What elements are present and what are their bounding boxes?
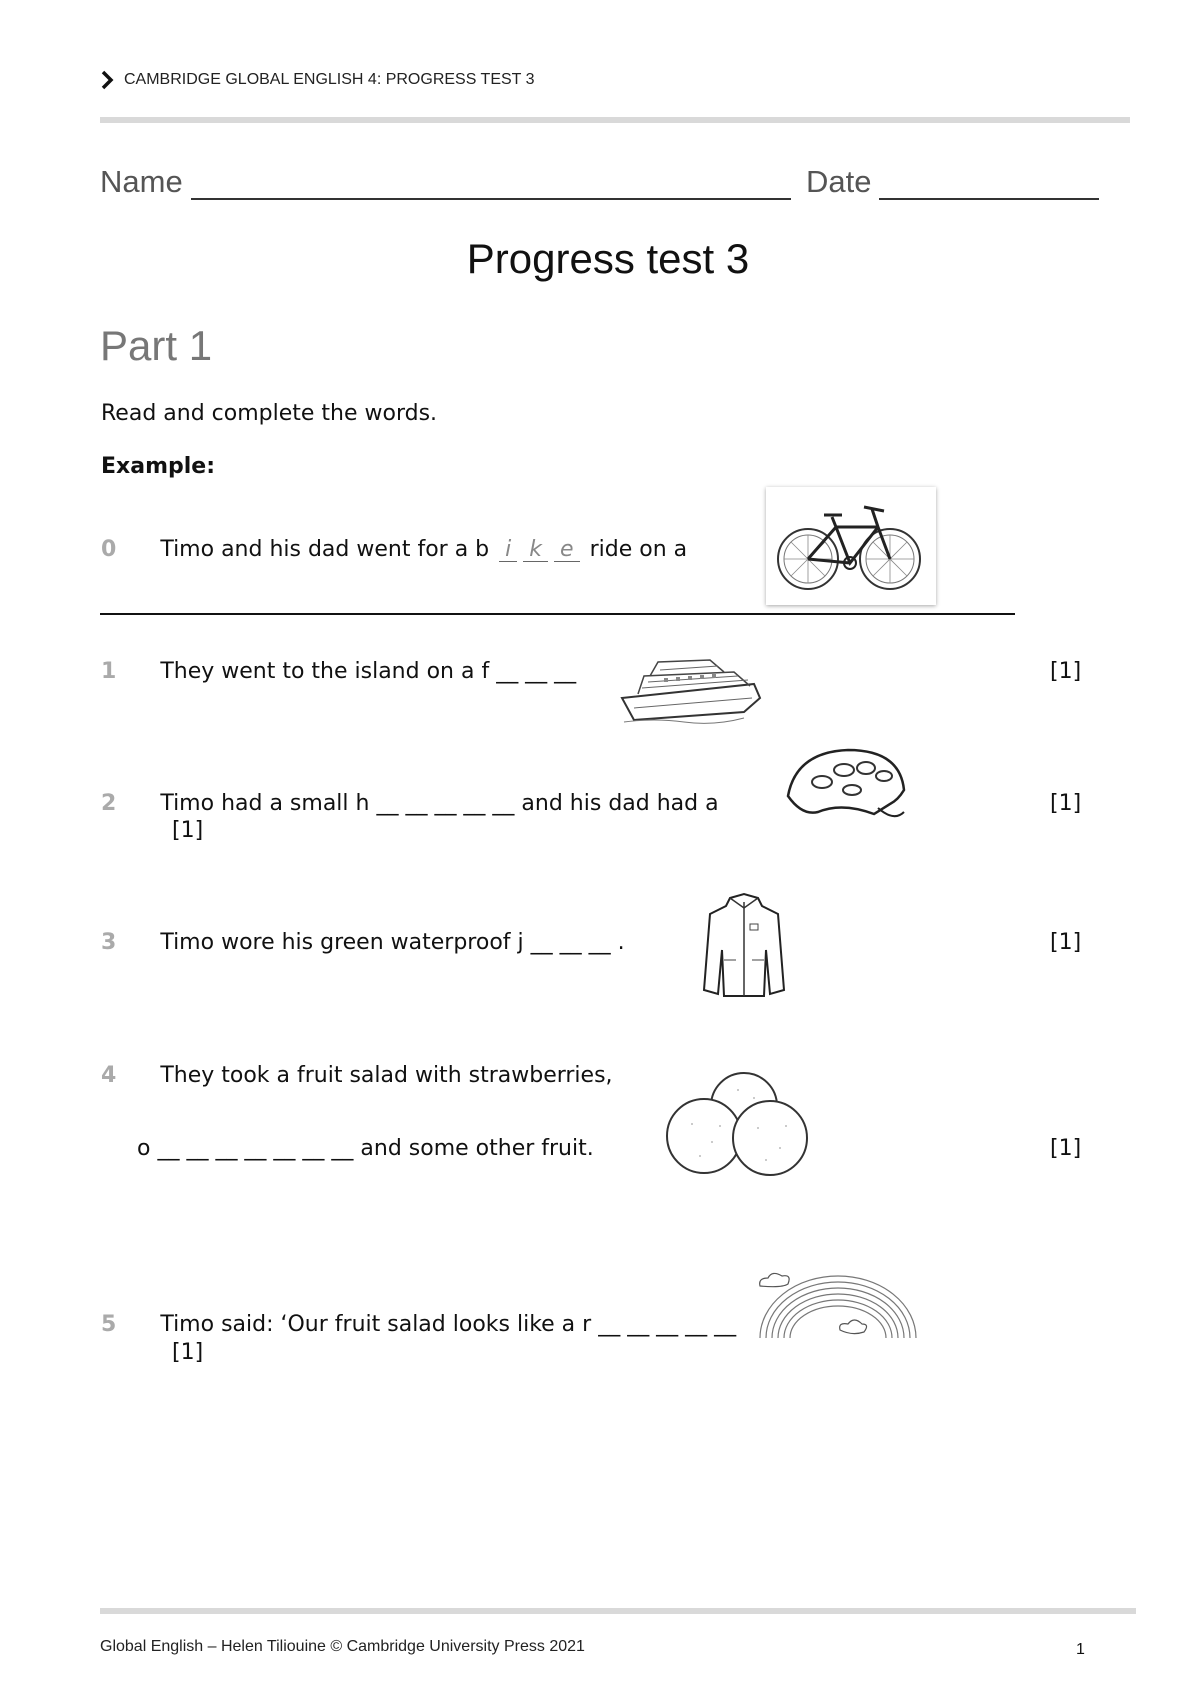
footer-rule bbox=[100, 1608, 1136, 1614]
question-text: They went to the island on a f __ __ __ bbox=[160, 659, 577, 684]
question-text: They took a fruit salad with strawberries, bbox=[160, 1063, 613, 1088]
marks: [1] bbox=[1050, 659, 1082, 684]
name-input-line[interactable] bbox=[191, 172, 791, 200]
page-number: 1 bbox=[1076, 1641, 1085, 1658]
question-text: Timo said: ‘Our fruit salad looks like a r __ __ __ __ __ bbox=[160, 1312, 737, 1337]
date-field bbox=[806, 164, 1099, 200]
marks-overflow: [1] bbox=[172, 818, 204, 843]
example-item bbox=[101, 537, 687, 562]
example-answer: e bbox=[554, 539, 580, 562]
ferry-picture bbox=[614, 648, 764, 732]
example-divider bbox=[100, 613, 1015, 615]
example-text: Timo and his dad went for a b bbox=[160, 537, 490, 562]
header-text: CAMBRIDGE GLOBAL ENGLISH 4: PROGRESS TEST 3 bbox=[124, 71, 535, 88]
question-item bbox=[101, 1312, 736, 1337]
question-item bbox=[101, 791, 719, 816]
question-number: 5 bbox=[101, 1312, 117, 1337]
running-header bbox=[100, 70, 535, 90]
question-item bbox=[101, 1063, 613, 1088]
question-text-continued: o __ __ __ __ __ __ __ and some other fruit. bbox=[137, 1136, 594, 1161]
bicycle-picture bbox=[766, 487, 936, 605]
header-rule bbox=[100, 117, 1130, 123]
question-item bbox=[101, 930, 625, 955]
example-label: Example: bbox=[101, 454, 215, 479]
date-input-line[interactable] bbox=[879, 172, 1099, 200]
date-label: Date bbox=[806, 164, 872, 199]
part-heading: Part 1 bbox=[100, 322, 213, 369]
instruction: Read and complete the words. bbox=[101, 401, 438, 426]
rainbow-picture bbox=[752, 1266, 918, 1350]
chevron-right-icon bbox=[100, 70, 114, 90]
marks: [1] bbox=[172, 1340, 204, 1365]
question-item bbox=[101, 659, 576, 684]
page-title: Progress test 3 bbox=[466, 235, 750, 282]
footer-text: Global English – Helen Tiliouine © Cambridge University Press 2021 bbox=[100, 1638, 585, 1655]
question-number: 2 bbox=[101, 791, 117, 816]
name-label: Name bbox=[100, 164, 183, 199]
example-answer: i bbox=[499, 539, 517, 562]
question-number: 4 bbox=[101, 1063, 117, 1088]
question-text: Timo had a small h __ __ __ __ __ and his dad had a bbox=[160, 791, 719, 816]
marks: [1] bbox=[1050, 791, 1082, 816]
name-field bbox=[100, 164, 791, 200]
marks: [1] bbox=[1050, 930, 1082, 955]
question-number: 3 bbox=[101, 930, 117, 955]
question-number: 0 bbox=[101, 537, 117, 562]
example-text-end: ride on a bbox=[589, 537, 688, 562]
example-answer: k bbox=[523, 539, 548, 562]
question-number: 1 bbox=[101, 659, 117, 684]
question-text: Timo wore his green waterproof j __ __ __ . bbox=[160, 930, 625, 955]
jacket-picture bbox=[700, 890, 788, 1006]
marks: [1] bbox=[1050, 1136, 1082, 1161]
oranges-picture bbox=[662, 1068, 812, 1184]
helmet-picture bbox=[782, 742, 914, 832]
